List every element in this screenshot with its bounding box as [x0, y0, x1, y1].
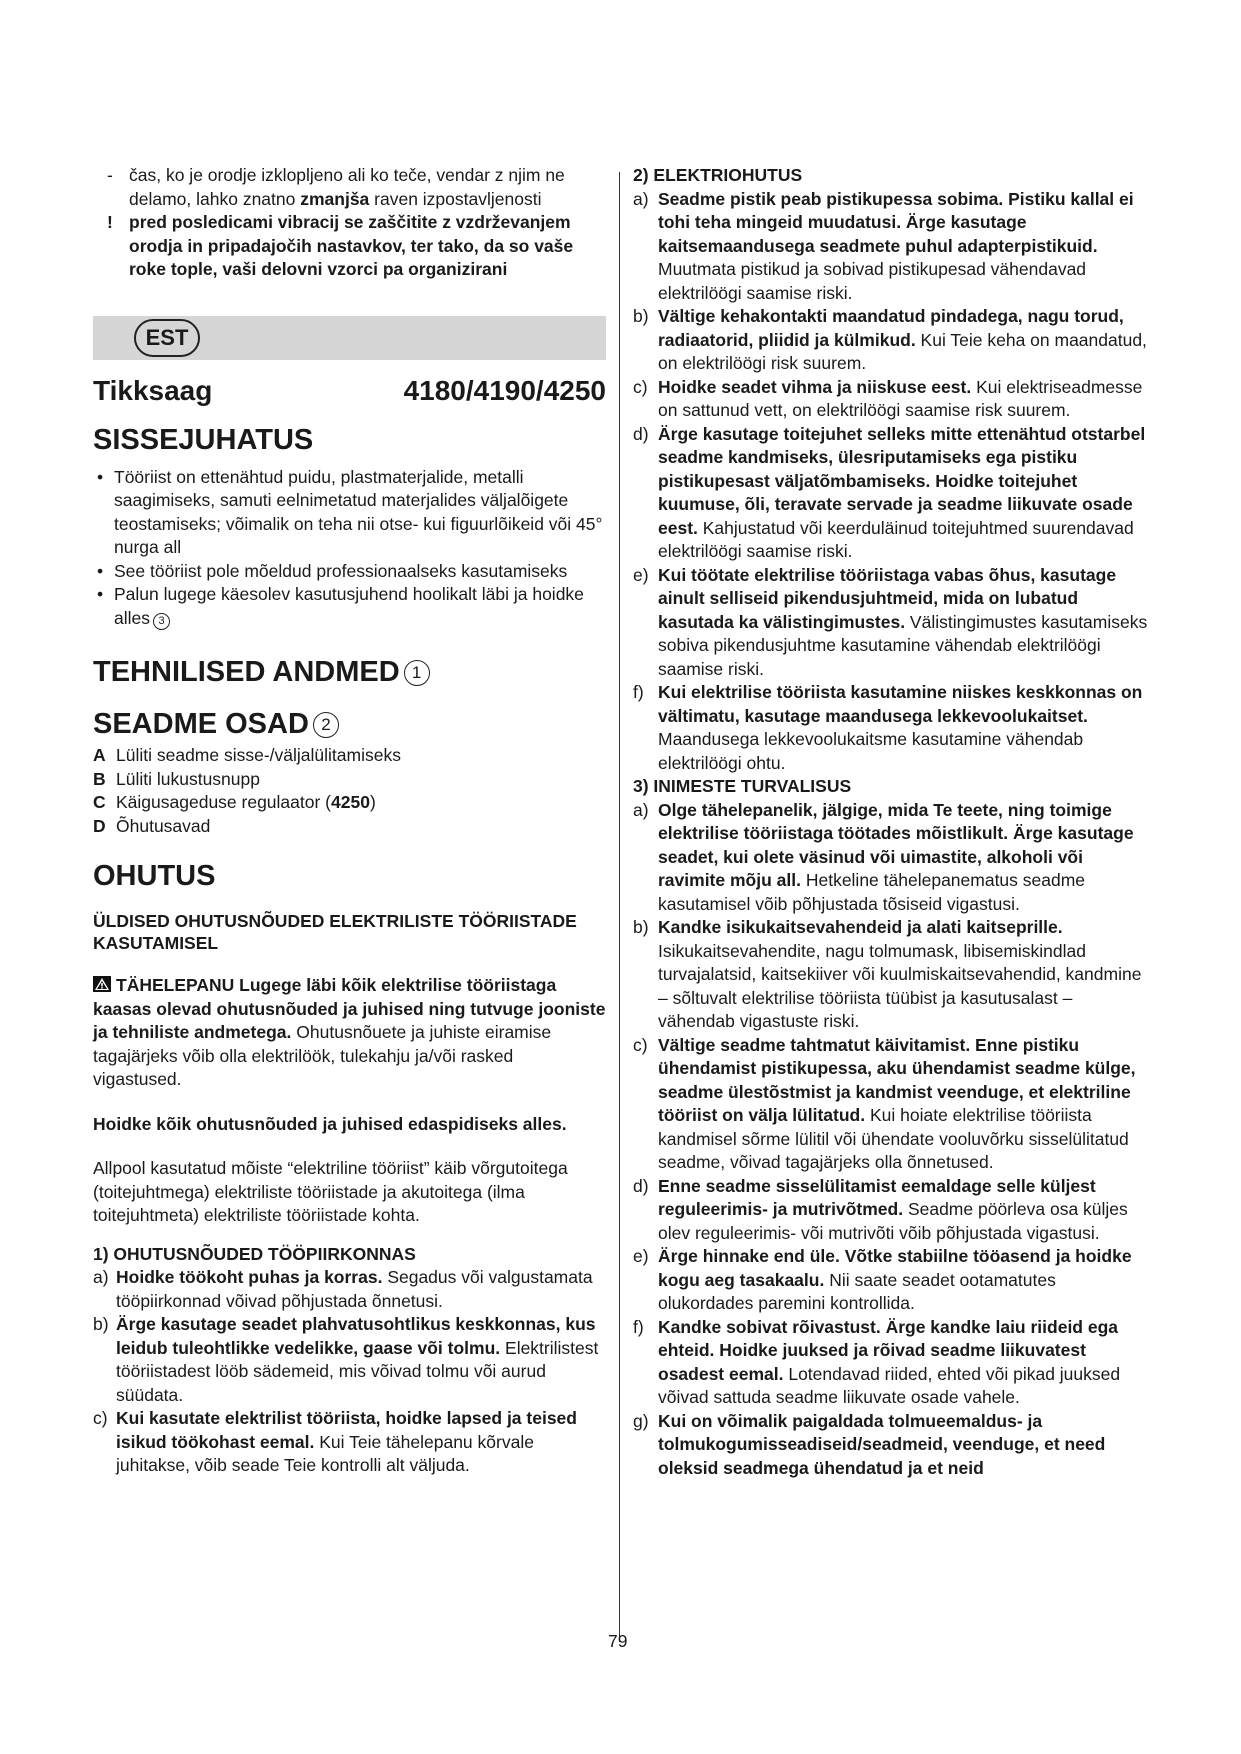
list-item — [633, 681, 1153, 775]
bullet-text: Palun lugege käesolev kasutusjuhend hoolikalt läbi ja hoidke alles — [114, 584, 584, 628]
list-item — [633, 305, 1153, 376]
list-item — [633, 799, 1153, 917]
dash-bold: zmanjša — [300, 188, 370, 209]
part-letter: B — [93, 768, 106, 789]
product-title: Tikksaag — [93, 374, 213, 406]
parts-list — [93, 744, 606, 838]
item-text: Muutmata pistikud ja sobivad pistikupesad vähendavad elektrilöögi saamise riski. — [658, 259, 1087, 303]
keep-instructions: Hoidke kõik ohutusnõuded ja juhised edaspidiseks alles. — [93, 1113, 567, 1134]
exclamation-marker: ! — [107, 212, 113, 232]
work-area-list — [93, 1266, 606, 1478]
dash-marker: - — [107, 165, 113, 185]
language-badge: EST — [134, 319, 200, 357]
item-letter: d) — [633, 1175, 649, 1196]
bullet-marker: • — [97, 584, 104, 604]
warning-text: Ohutusnõuete ja juhiste eiramise tagajärjeks võib olla elektrilöök, tulekahju ja/või rasked vigastused. — [93, 1022, 552, 1089]
item-bold: Kui elektrilise tööriista kasutamine niiskes keskkonnas on vältimatu, kasutage maandusega lekkevoolukaitset. — [658, 682, 1143, 726]
list-item — [633, 423, 1153, 564]
item-bold: Kui kasutate elektrilist tööriista, hoidke lapsed ja teised isikud töökohast eemal. — [116, 1408, 577, 1452]
electric-safety-heading: 2) ELEKTRIOHUTUS — [633, 165, 803, 185]
part-text: Lüliti lukustusnupp — [116, 768, 260, 789]
item-bold: Kandke isikukaitsevahendeid ja alati kaitseprille. — [658, 917, 1063, 937]
item-bold: Hoidke seadet vihma ja niiskuse eest. — [658, 376, 972, 397]
part-text: Käigusageduse regulaator ( — [116, 792, 332, 812]
dash-text-end: raven izpostavljenosti — [369, 188, 542, 209]
item-bold: Kandke sobivat rõivastust. Ärge kandke laiu riideid ega ehteid. Hoidke juuksed ja rõivad seadme liikuvatest osadest eemal. — [658, 1316, 1119, 1384]
part-letter: C — [93, 792, 106, 812]
item-bold: Hoidke töökoht puhas ja korras. — [116, 1267, 383, 1287]
list-item — [93, 768, 606, 792]
item-text: Kui hoiate elektrilise tööriista kandmisel sõrme lülitil või ühendate vooluvõrku sisselülitatud seadme, võivad tagajärjeks olla õnnetused. — [658, 1105, 1129, 1172]
list-item — [633, 564, 1153, 682]
item-letter: e) — [633, 564, 649, 585]
item-bold: Ärge hinnake end üle. Võtke stabiilne tööasend ja hoidke kogu aeg tasakaalu. — [658, 1246, 1132, 1290]
definition-paragraph: Allpool kasutatud mõiste “elektriline tööriist” käib võrgutoitega (toitejuhtmega) elektriliste tööriistade ja akutoitega (ilma toitejuhtmeta) elektriliste tööriistade kohta. — [93, 1158, 568, 1225]
warning-paragraph — [93, 974, 606, 1092]
tech-heading-text: TEHNILISED ANDMED — [93, 656, 400, 688]
list-item — [633, 1316, 1153, 1410]
list-item — [633, 1034, 1153, 1175]
item-bold: Enne seadme sisselülitamist eemaldage selle küljest reguleerimis- ja mutrivõtmed. — [658, 1175, 1096, 1219]
personal-safety-heading: 3) INIMESTE TURVALISUS — [633, 776, 852, 796]
tech-heading — [93, 654, 606, 690]
item-text: Segadus või valgustamata tööpiirkonnad võivad põhjustada õnnetusi. — [116, 1267, 593, 1311]
item-text: Hetkeline tähelepanematus seadme kasutamisel võib põhjustada tõsiseid vigastusi. — [658, 870, 1086, 914]
item-letter: e) — [633, 1246, 649, 1266]
list-item — [93, 815, 606, 839]
list-item — [93, 744, 606, 768]
warning-bold-text: TÄHELEPANU Lugege läbi kõik elektrilise tööriistaga kaasas olevad ohutusnõuded ja juhised ning tutvuge jooniste ja tehniliste andmetega. — [93, 975, 606, 1042]
bullet-marker: • — [97, 466, 104, 487]
dash-list-item — [93, 164, 606, 211]
list-item — [93, 583, 606, 630]
list-item — [93, 1313, 606, 1407]
figure-ref-3: 3 — [153, 613, 170, 630]
bullet-text: See tööriist pole mõeldud professionaalseks kasutamiseks — [114, 560, 568, 581]
language-band — [93, 316, 606, 360]
parts-heading — [93, 706, 606, 742]
list-item — [633, 916, 1153, 1034]
item-text: Välistingimustes kasutamiseks sobiva pikendusjuhtme kasutamine vähendab elektrilöögi saamise riski. — [658, 611, 1148, 679]
general-safety-heading: ÜLDISED OHUTUSNÕUDED ELEKTRILISTE TÖÖRIISTADE KASUTAMISEL — [93, 911, 577, 953]
work-area-heading: 1) OHUTUSNÕUDED TÖÖPIIRKONNAS — [93, 1243, 416, 1264]
item-text: Maandusega lekkevoolukaitsme kasutamine vähendab elektrilöögi ohtu. — [658, 729, 1084, 773]
list-item — [633, 1175, 1153, 1246]
list-item — [93, 1407, 606, 1478]
exclamation-item — [93, 211, 606, 282]
item-letter: c) — [633, 1034, 648, 1055]
item-text: Isikukaitsevahendite, nagu tolmumask, libisemiskindlad turvajalatsid, kaitsekiiver või kuulmiskaitsevahendid, kandmine – sõltuvalt elektrilise tööriista tüübist ja kasutusalast – vähendab vigastuste riski. — [658, 940, 1142, 1031]
intro-bullet-list — [93, 466, 606, 631]
list-item — [93, 791, 606, 815]
item-letter: b) — [93, 1314, 109, 1334]
part-letter: D — [93, 815, 106, 836]
item-letter: b) — [633, 917, 649, 937]
item-bold: Vältige kehakontakti maandatud pindadega, nagu torud, radiaatorid, pliidid ja külmikud. — [658, 306, 1124, 350]
item-text: Lotendavad riided, ehted või pikad juuksed võivad sattuda seadme liikuvate osade vahele. — [658, 1363, 1121, 1407]
item-letter: b) — [633, 306, 649, 326]
item-letter: c) — [633, 376, 648, 397]
item-text: Kui elektriseadmesse on sattunud vett, on elektrilöögi saamise risk suurem. — [658, 376, 1143, 420]
list-item — [93, 560, 606, 584]
item-letter: a) — [93, 1267, 109, 1287]
item-bold: Kui on võimalik paigaldada tolmueemaldus- ja tolmukogumisseadiseid/seadmeid, veenduge, et need oleksid seadmega ühendatud ja et neid — [658, 1410, 1106, 1478]
item-bold: Ärge kasutage seadet plahvatusohtlikus keskkonnas, kus leidub tuleohtlikke vedelikke, gaase või tolmu. — [116, 1314, 596, 1358]
list-item — [633, 1410, 1153, 1481]
item-letter: d) — [633, 423, 649, 444]
exclamation-text: pred posledicami vibracij se zaščitite z vzdrževanjem orodja in pripadajočih nastavkov, ter tako, da so vaše roke tople, vaši delovni vzorci pa organizirani — [129, 212, 574, 279]
product-title-row — [93, 374, 606, 408]
item-text: Kui Teie tähelepanu kõrvale juhitakse, võib seade Teie kontrolli alt väljuda. — [116, 1431, 534, 1475]
parts-heading-text: SEADME OSAD — [93, 708, 309, 740]
item-letter: g) — [633, 1410, 649, 1431]
dash-text: čas, ko je orodje izklopljeno ali ko teče, vendar z njim ne delamo, lahko znatno — [129, 165, 565, 209]
list-item — [633, 376, 1153, 423]
item-text: Seadme pöörleva osa küljes olev reguleerimis- või mutrivõti võib põhjustada vigastusi. — [658, 1199, 1128, 1243]
part-text: Lüliti seadme sisse-/väljalülitamiseks — [116, 745, 401, 765]
right-column — [633, 164, 1153, 1480]
list-item — [93, 466, 606, 560]
list-item — [633, 188, 1153, 306]
part-text: Õhutusavad — [116, 815, 211, 836]
item-letter: c) — [93, 1408, 108, 1428]
figure-ref-2: 2 — [313, 712, 339, 738]
item-text: Elektrilistest tööriistadest lööb sädemeid, mis võivad tolmu või aurud süüdata. — [116, 1337, 599, 1405]
item-bold: Vältige seadme tahtmatut käivitamist. Enne pistiku ühendamist pistikupessa, aku ühendamist seadme külge, seadme ülestõstmist ja kandmist veenduge, et elektriline tööriist on välja lülitatud. — [658, 1034, 1136, 1125]
warning-icon — [93, 976, 111, 992]
intro-heading: SISSEJUHATUS — [93, 423, 314, 456]
part-text-end: ) — [369, 792, 376, 812]
column-divider — [619, 172, 620, 1642]
item-bold: Olge tähelepanelik, jälgige, mida Te teete, ning toimige elektrilise tööriistaga töötades mõistlikult. Ärge kasutage seadet, kui olete väsinud või uimastite, alkoholi või ravimite mõju all. — [658, 799, 1134, 890]
left-column — [93, 164, 606, 1478]
personal-safety-list — [633, 799, 1153, 1481]
model-numbers: 4180/4190/4250 — [403, 374, 606, 406]
item-bold: Ärge kasutage toitejuhet selleks mitte ettenähtud otstarbel seadme kandmiseks, ülesriputamiseks ega pistiku pistikupesast väljatõmbamiseks. Hoidke toitejuhet kuumuse, õli, teravate servade ja seadme liikuvate osade eest. — [658, 423, 1146, 538]
item-letter: a) — [633, 188, 649, 209]
item-letter: f) — [633, 1316, 644, 1337]
safety-heading: OHUTUS — [93, 860, 216, 892]
item-bold: Seadme pistik peab pistikupessa sobima. Pistiku kallal ei tohi teha mingeid muudatusi. Ärge kasutage kaitsemaandusega seadmete puhul adapterpistikuid. — [658, 188, 1134, 256]
item-text: Kui Teie keha on maandatud, on elektrilöögi risk suurem. — [658, 329, 1147, 373]
list-item — [93, 1266, 606, 1313]
electric-safety-list — [633, 188, 1153, 776]
bullet-text: Tööriist on ettenähtud puidu, plastmaterjalide, metalli saagimiseks, samuti eelnimetatud materjalides väljalõigete teostamiseks; võimalik on teha nii otse- kui figuurlõikeid või 45° nurga all — [114, 466, 603, 557]
page-number: 79 — [608, 1631, 628, 1651]
figure-ref-1: 1 — [404, 660, 430, 686]
bullet-marker: • — [97, 560, 104, 581]
item-bold: Kui töötate elektrilise tööriistaga vabas õhus, kasutage ainult selliseid pikendusjuhtmeid, mida on lubatud kasutada ka välistingimustes. — [658, 564, 1117, 632]
item-text: Kahjustatud või keerduläinud toitejuhtmed suurendavad elektrilöögi saamise riski. — [658, 517, 1134, 561]
part-letter: A — [93, 745, 106, 765]
item-text: Nii saate seadet ootamatutes olukordades paremini kontrollida. — [658, 1269, 1056, 1313]
part-bold: 4250 — [331, 792, 370, 812]
item-letter: f) — [633, 682, 644, 702]
item-letter: a) — [633, 799, 649, 820]
list-item — [633, 1245, 1153, 1316]
